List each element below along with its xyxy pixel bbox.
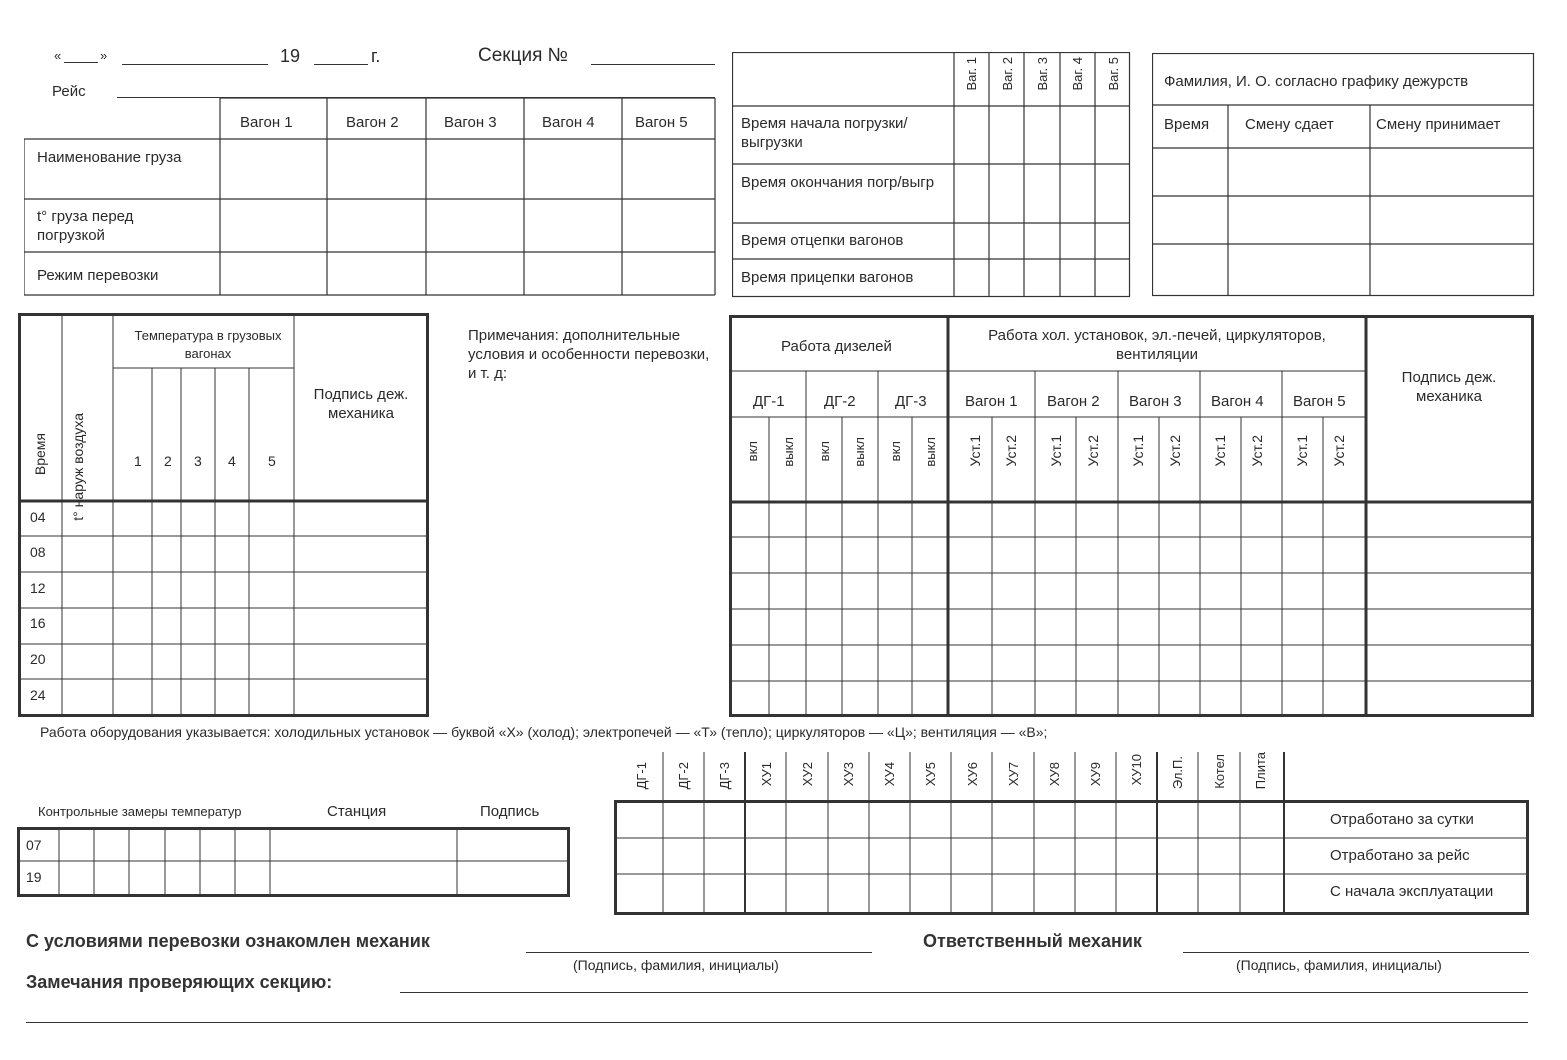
log-signature-header: Подпись деж. механика	[313, 386, 409, 422]
eq-col-xu3: ХУ3	[841, 762, 856, 787]
log-wagon-1: 1	[134, 453, 142, 469]
times-row-uncouple: Время отцепки вагонов	[741, 232, 904, 249]
cargo-col-wagon-3: Вагон 3	[444, 114, 497, 131]
duty-col-takes-over: Смену принимает	[1376, 116, 1501, 133]
log-wagon-2: 2	[164, 453, 172, 469]
responsible-label: Ответственный механик	[923, 931, 1142, 951]
diesel-dg2: ДГ-2	[824, 393, 856, 410]
control-table	[17, 827, 571, 899]
units-wagon-3: Вагон 3	[1129, 393, 1182, 410]
units-title: Работа хол. установок, эл.-печей, циркуляторов, вентиляции	[988, 327, 1326, 363]
right-signature-header: Подпись деж. механика	[1401, 369, 1497, 405]
control-label: Контрольные замеры температур	[38, 804, 242, 819]
dg3-on: вкл	[888, 441, 903, 462]
eq-col-xu5: ХУ5	[923, 762, 938, 787]
log-outside-air-header: t° наруж воздуха	[70, 413, 86, 521]
equipment-log	[729, 315, 1537, 719]
w4-unit-2: Уст.2	[1249, 435, 1265, 467]
year-field[interactable]	[314, 64, 368, 65]
times-col-4: Ваг. 4	[1070, 57, 1085, 91]
eq-col-xu8: ХУ8	[1047, 762, 1062, 787]
w2-unit-2: Уст.2	[1085, 435, 1101, 467]
eq-col-xu10: ХУ10	[1129, 754, 1144, 786]
eq-col-xu2: ХУ2	[800, 762, 815, 787]
units-wagon-5: Вагон 5	[1293, 393, 1346, 410]
times-row-start: Время начала погрузки/ выгрузки	[741, 115, 908, 151]
control-row-07: 07	[26, 837, 42, 853]
w5-unit-2: Уст.2	[1331, 435, 1347, 467]
log-wagon-3: 3	[194, 453, 202, 469]
legend-note: Работа оборудования указывается: холодильных установок — буквой «Х» (холод); электропечей — «Т» (тепло); циркуляторов — «Ц»; вентиляция — «В»;	[40, 724, 1048, 740]
eq-col-dg3: ДГ-3	[717, 762, 732, 790]
times-col-2: Ваг. 2	[1000, 57, 1015, 91]
duty-title: Фамилия, И. О. согласно графику дежурств	[1164, 73, 1469, 90]
acquainted-label: С условиями перевозки ознакомлен механик	[26, 931, 430, 951]
log-hour-12: 12	[30, 580, 46, 596]
w3-unit-2: Уст.2	[1167, 435, 1183, 467]
log-wagon-4: 4	[228, 453, 236, 469]
section-number-field[interactable]	[591, 64, 715, 65]
eq-col-xu1: ХУ1	[759, 762, 774, 787]
times-col-3: Ваг. 3	[1035, 57, 1050, 91]
trip-label: Рейс	[52, 83, 86, 100]
log-wagon-5: 5	[268, 453, 276, 469]
w2-unit-1: Уст.1	[1048, 435, 1064, 467]
eq-col-dg1: ДГ-1	[634, 762, 649, 790]
day-field[interactable]	[64, 62, 98, 63]
duty-col-hands-over: Смену сдает	[1245, 116, 1334, 133]
responsible-signature-field[interactable]	[1183, 952, 1529, 953]
cargo-col-wagon-5: Вагон 5	[635, 114, 688, 131]
remarks-field-1[interactable]	[400, 992, 1528, 993]
log-hour-20: 20	[30, 651, 46, 667]
dg3-off: выкл	[923, 437, 938, 467]
diesel-dg3: ДГ-3	[895, 393, 927, 410]
eq-col-dg2: ДГ-2	[676, 762, 691, 790]
control-station: Станция	[327, 803, 387, 820]
cargo-row-name: Наименование груза	[37, 149, 182, 166]
control-row-19: 19	[26, 869, 42, 885]
cargo-col-wagon-4: Вагон 4	[542, 114, 595, 131]
eq-row-total: С начала эксплуатации	[1330, 883, 1494, 900]
cargo-col-wagon-1: Вагон 1	[240, 114, 293, 131]
times-col-5: Ваг. 5	[1106, 57, 1121, 91]
log-hour-24: 24	[30, 687, 46, 703]
cargo-row-temp: t° груза перед погрузкой	[37, 208, 134, 244]
equipment-hours-table	[614, 748, 1530, 918]
eq-col-el-p: Эл.П.	[1170, 756, 1185, 790]
notes-area[interactable]	[428, 316, 732, 716]
section-label: Секция №	[478, 45, 569, 66]
temperature-log	[18, 313, 430, 719]
eq-col-xu7: ХУ7	[1006, 762, 1021, 787]
month-field[interactable]	[122, 64, 268, 65]
eq-row-day: Отработано за сутки	[1330, 811, 1474, 828]
quote-close: »	[100, 48, 108, 63]
cargo-col-wagon-2: Вагон 2	[346, 114, 399, 131]
eq-col-xu4: ХУ4	[882, 762, 897, 787]
remarks-label: Замечания проверяющих секцию:	[26, 972, 333, 992]
diesels-title: Работа дизелей	[781, 338, 892, 355]
cargo-row-mode: Режим перевозки	[37, 267, 159, 284]
year-prefix: 19	[280, 46, 301, 66]
duty-table	[1152, 53, 1536, 298]
acquainted-hint: (Подпись, фамилия, инициалы)	[573, 957, 779, 973]
cargo-table	[24, 98, 716, 296]
log-cargo-temp-header: Температура в грузовых вагонах	[134, 328, 282, 361]
dg1-off: выкл	[781, 437, 796, 467]
responsible-hint: (Подпись, фамилия, инициалы)	[1236, 957, 1442, 973]
w4-unit-1: Уст.1	[1212, 435, 1228, 467]
times-row-couple: Время прицепки вагонов	[741, 269, 914, 286]
units-wagon-2: Вагон 2	[1047, 393, 1100, 410]
units-wagon-4: Вагон 4	[1211, 393, 1264, 410]
dg2-off: выкл	[852, 437, 867, 467]
control-signature: Подпись	[480, 803, 540, 820]
quote-open: «	[54, 48, 62, 63]
duty-col-time: Время	[1164, 116, 1210, 133]
diesel-dg1: ДГ-1	[753, 393, 785, 410]
times-row-end: Время окончания погр/выгр	[741, 174, 935, 191]
acquainted-signature-field[interactable]	[526, 952, 872, 953]
times-table	[732, 52, 1132, 298]
eq-col-xu6: ХУ6	[965, 762, 980, 787]
log-hour-08: 08	[30, 544, 46, 560]
remarks-field-2[interactable]	[26, 1022, 1528, 1023]
notes-label: Примечания: дополнительные условия и особенности перевозки, и т. д:	[468, 327, 710, 382]
eq-col-boiler: Котел	[1212, 754, 1227, 789]
times-col-1: Ваг. 1	[964, 57, 979, 91]
dg2-on: вкл	[817, 441, 832, 462]
w1-unit-1: Уст.1	[967, 435, 983, 467]
units-wagon-1: Вагон 1	[965, 393, 1018, 410]
w5-unit-1: Уст.1	[1294, 435, 1310, 467]
eq-row-trip: Отработано за рейс	[1330, 847, 1470, 864]
w3-unit-1: Уст.1	[1130, 435, 1146, 467]
control-table-grid	[17, 827, 571, 899]
year-suffix: г.	[371, 46, 381, 66]
eq-col-xu9: ХУ9	[1088, 762, 1103, 787]
log-time-header: Время	[32, 433, 48, 476]
w1-unit-2: Уст.2	[1003, 435, 1019, 467]
log-hour-16: 16	[30, 615, 46, 631]
eq-col-stove: Плита	[1253, 752, 1268, 790]
log-hour-04: 04	[30, 509, 46, 525]
dg1-on: вкл	[745, 441, 760, 462]
